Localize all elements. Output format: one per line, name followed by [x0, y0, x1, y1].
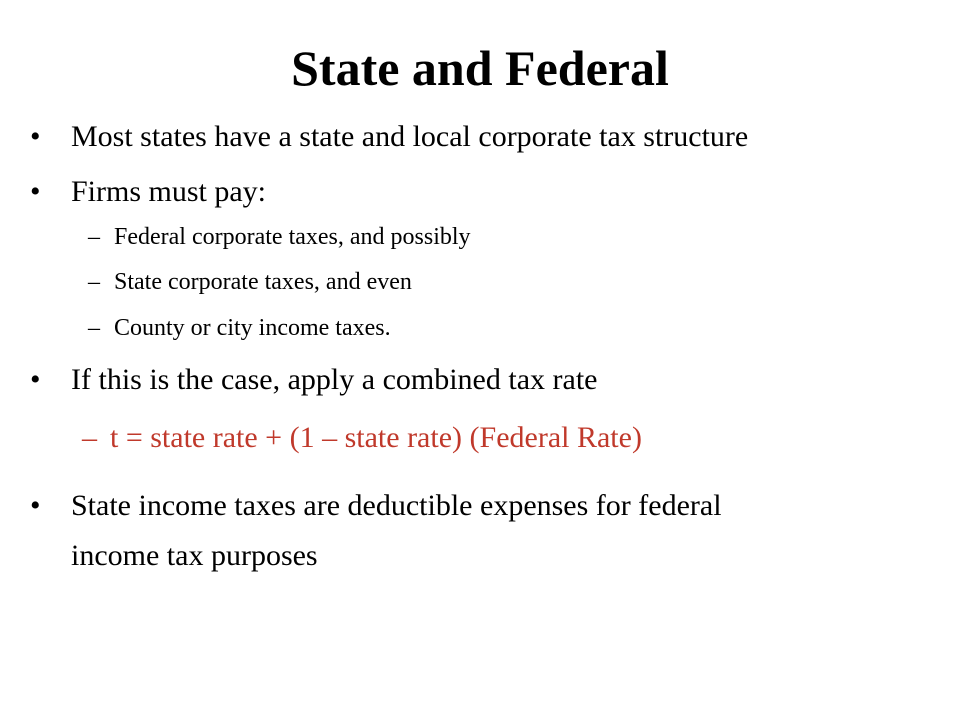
sub-item-text: County or city income taxes.	[114, 315, 391, 341]
bullet-icon: •	[30, 175, 41, 208]
dash-icon: –	[88, 269, 100, 295]
sub-item-text: State corporate taxes, and even	[114, 269, 412, 295]
bullet-text-continuation: income tax purposes	[71, 539, 318, 572]
bullet-text: State income taxes are deductible expenses for federal	[71, 489, 722, 522]
bullet-icon: •	[30, 489, 41, 522]
dash-icon: –	[88, 224, 100, 250]
bullet-icon: •	[30, 363, 41, 396]
slide-title: State and Federal	[291, 40, 669, 96]
bullet-icon: •	[30, 120, 41, 153]
sub-item-text: Federal corporate taxes, and possibly	[114, 224, 471, 250]
formula-text: t = state rate + (1 – state rate) (Federal Rate)	[110, 421, 642, 454]
dash-icon: –	[82, 421, 97, 454]
bullet-text: If this is the case, apply a combined tax rate	[71, 363, 598, 396]
bullet-text: Firms must pay:	[71, 175, 267, 208]
dash-icon: –	[88, 315, 100, 341]
bullet-text: Most states have a state and local corporate tax structure	[71, 120, 749, 153]
